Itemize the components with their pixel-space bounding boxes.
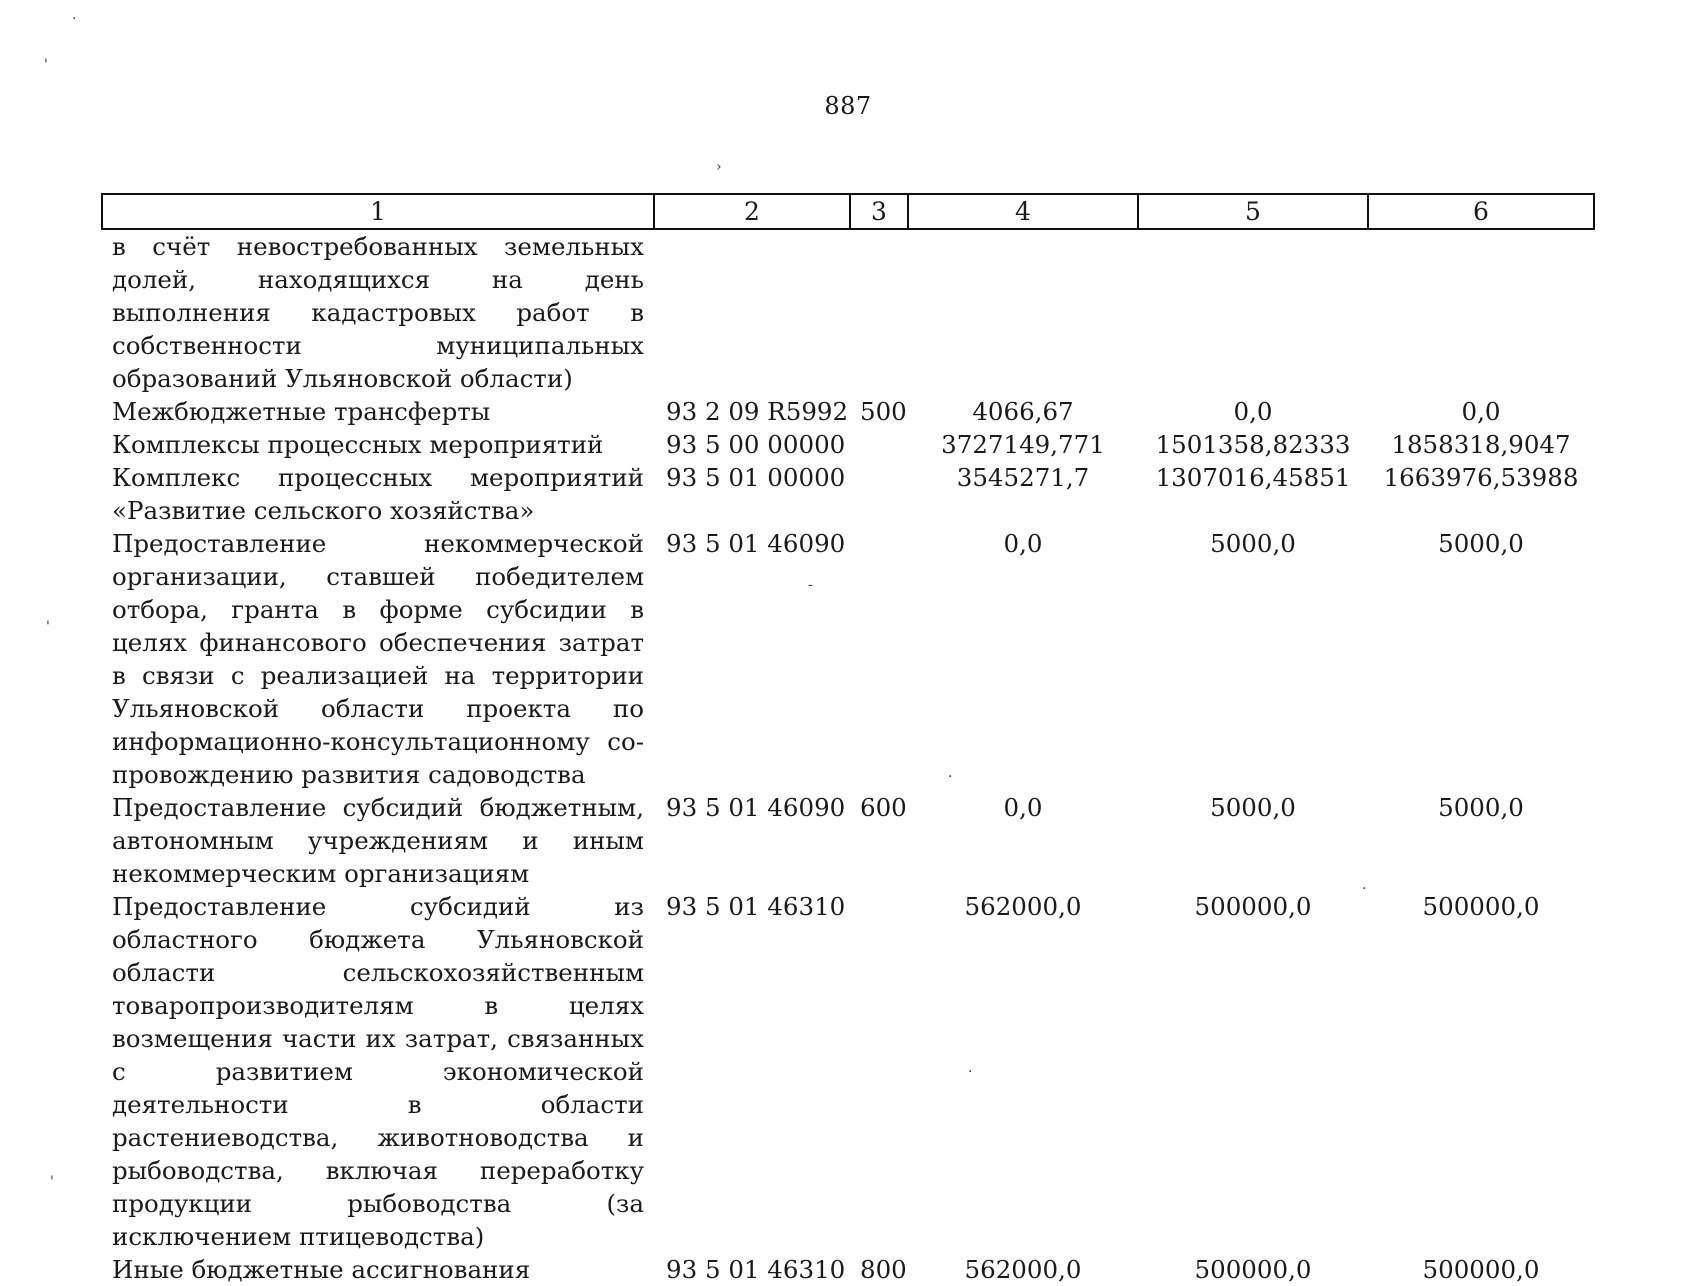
header-col-3: 3: [850, 194, 908, 229]
table-row: [102, 395, 1594, 428]
table-row: [102, 229, 1594, 395]
row-value-6: [1368, 229, 1594, 395]
row-name: Комплексы процессных мероприятий: [112, 430, 604, 459]
header-row: [102, 194, 1594, 229]
row-name: Предоставление некоммерческой организации, ставшей победителем отбора, гранта в форме субсидии в целях финансового обеспечения затрат в связи с реализацией на территории Ульяновской области проекта по информационно-консультационному сопровождению развития садоводства: [112, 529, 644, 789]
row-code: [654, 229, 850, 395]
row-value-5: 500000,0: [1194, 892, 1312, 921]
row-name: Предоставление субсидий из областного бюджета Ульяновской области сельскохозяйственным товаропроизводителям в целях возмещения части их затрат, связанных с развитием экономической деятельности в области растениеводства, животноводства и рыбоводства, включая переработку продукции рыбоводства (за исключением птицеводства): [112, 892, 644, 1251]
header-col-5: 5: [1138, 194, 1368, 229]
scan-speck: ·: [968, 1064, 973, 1080]
row-code: 93 5 01 46310: [666, 1255, 846, 1284]
row-code: 93 5 01 46090: [666, 529, 846, 558]
row-value-5: 500000,0: [1194, 1255, 1312, 1284]
row-type: [850, 527, 908, 791]
scan-speck: ': [46, 619, 50, 635]
table-row: [102, 428, 1594, 461]
row-value-6: 1663976,53988: [1383, 463, 1579, 492]
row-value-5: 1307016,45851: [1155, 463, 1351, 492]
header-col-6: 6: [1368, 194, 1594, 229]
row-type: 600: [860, 793, 907, 822]
row-value-5: 1501358,82333: [1155, 430, 1351, 459]
row-type: 800: [860, 1255, 907, 1284]
scan-speck: ': [44, 57, 48, 73]
row-value-5: 5000,0: [1210, 793, 1296, 822]
scan-speck: ›: [716, 159, 722, 175]
row-name: Иные бюджетные ассигнования: [112, 1255, 531, 1284]
row-value-4: 0,0: [1003, 793, 1043, 822]
table-row: [102, 890, 1594, 1253]
scan-speck: ·: [72, 11, 77, 27]
budget-table: [101, 193, 1595, 1286]
row-value-6: 500000,0: [1422, 892, 1540, 921]
row-value-5: 0,0: [1233, 397, 1273, 426]
row-value-4: 3727149,771: [941, 430, 1105, 459]
row-value-4: 4066,67: [972, 397, 1074, 426]
table-row: [102, 791, 1594, 890]
row-value-4: 562000,0: [964, 1255, 1082, 1284]
row-name: в счёт невостребованных земельных долей, находящихся на день выполнения кадастровых работ в собственности муниципальных образований Ульяновской области): [112, 232, 644, 393]
row-value-6: 1858318,9047: [1391, 430, 1571, 459]
row-name: Межбюджетные трансферты: [112, 397, 491, 426]
row-value-6: 5000,0: [1438, 529, 1524, 558]
row-value-5: 5000,0: [1210, 529, 1296, 558]
row-code: 93 5 01 46310: [666, 892, 846, 921]
row-type: [850, 229, 908, 395]
row-value-5: [1138, 229, 1368, 395]
row-value-6: 0,0: [1461, 397, 1501, 426]
scan-speck: ': [50, 1174, 54, 1190]
row-type: [850, 890, 908, 1253]
row-value-4: 562000,0: [964, 892, 1082, 921]
row-value-4: 3545271,7: [956, 463, 1090, 492]
scan-speck: -: [808, 577, 813, 593]
scan-speck: ·: [948, 769, 953, 785]
table-body: [102, 229, 1594, 1286]
row-name: Комплекс процессных мероприятий «Развитие сельского хозяйства»: [112, 463, 644, 525]
table-row: [102, 1253, 1594, 1286]
row-code: 93 5 01 00000: [666, 463, 846, 492]
row-type: [850, 461, 908, 527]
table-row: [102, 527, 1594, 791]
header-col-2: 2: [654, 194, 850, 229]
row-name: Предоставление субсидий бюджетным, автономным учреждениям и иным некоммерческим организациям: [112, 793, 644, 888]
row-value-6: 500000,0: [1422, 1255, 1540, 1284]
table-header: [102, 194, 1594, 229]
row-code: 93 2 09 R5992: [666, 397, 849, 426]
header-col-1: 1: [102, 194, 654, 229]
header-col-4: 4: [908, 194, 1138, 229]
row-value-6: 5000,0: [1438, 793, 1524, 822]
row-type: [850, 428, 908, 461]
row-value-4: 0,0: [1003, 529, 1043, 558]
scan-speck: ·: [1362, 881, 1367, 897]
row-value-4: [908, 229, 1138, 395]
row-code: 93 5 01 46090: [666, 793, 846, 822]
row-type: 500: [860, 397, 907, 426]
table-row: [102, 461, 1594, 527]
page-number: 887: [824, 92, 872, 120]
row-code: 93 5 00 00000: [666, 430, 846, 459]
